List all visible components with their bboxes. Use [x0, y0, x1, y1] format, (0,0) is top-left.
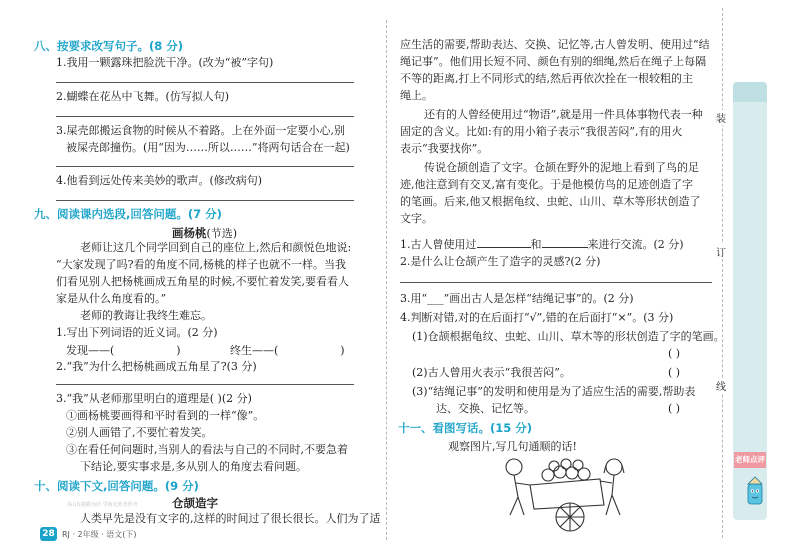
q1-and: 和 [530, 238, 542, 251]
synonym-prompt-1: 发现——( [66, 344, 115, 357]
section-8-title: 八、按要求改写句子。(8 分) [34, 39, 184, 53]
watermark: 书山有路勤为径 学海无涯苦作舟 [66, 502, 138, 508]
fill-blank-2[interactable] [542, 236, 588, 248]
cart-body [530, 479, 604, 509]
close-paren: ) [176, 344, 181, 357]
answer-line[interactable] [56, 166, 354, 167]
passage-line: 不等的距离,打上不同形式的结,然后再依次拴在一根较粗的主 [400, 72, 693, 85]
sec9-q1-word2 [230, 343, 345, 358]
passage-line: 人类早先是没有文字的,这样的时间过了很长很长。人们为了适 [80, 512, 381, 525]
sec8-q2: 2.蝴蝶在花丛中飞舞。(仿写拟人句) [56, 90, 230, 103]
synonym-prompt-2: 终生——( [230, 344, 279, 357]
section-9-title: 九、阅读课内选段,回答问题。(7 分) [34, 207, 222, 221]
passage-line: 迹,他注意到有交叉,富有变化。于是他模仿鸟的足迹创造了字 [400, 178, 693, 191]
sec9-option-3-line1: ③在看任何问题时,当别人的看法与自己的不同时,不要急着 [66, 443, 348, 456]
binding-label-1: 装 [716, 110, 726, 125]
close-paren: ) [340, 344, 345, 357]
binding-label-3: 线 [716, 378, 726, 393]
sec9-option-3-line2: 下结论,要实事求是,多从别人的角度去看问题。 [80, 460, 307, 473]
judge-item-3-line2: 达、交换、记忆等。 [436, 402, 535, 415]
sec9-option-2: ②别人画错了,不要忙着发笑。 [66, 426, 213, 439]
synonym-answer-2[interactable] [278, 343, 340, 354]
sec8-q3-line1: 3.屎壳郎搬运食物的时候从不着路。上在外面一定要小心,别 [56, 124, 345, 137]
answer-line[interactable] [400, 282, 712, 283]
sec8-q1: 1.我用一颗露珠把脸洗干净。(改为“被”字句) [56, 56, 274, 69]
cart-kids-illustration [500, 455, 630, 543]
sec8-q3-line2: 被屎壳郎撞伤。(用“因为……所以……”将两句话合在一起) [66, 141, 350, 154]
judge-paren-2[interactable]: ( ) [668, 366, 681, 379]
passage-line: 老师让这几个同学回到自己的座位上,然后和颜悦色地说: [80, 241, 352, 254]
sec10-q2: 2.是什么让仓颉产生了造字的灵感?(2 分) [400, 255, 601, 268]
answer-line[interactable] [56, 82, 354, 83]
sec11-prompt: 观察图片,写几句通顺的话! [448, 440, 577, 453]
teacher-comment-label: 老师点评 [735, 455, 765, 464]
passage-title-huayangtao [172, 222, 237, 241]
fill-blank-1[interactable] [477, 236, 531, 248]
answer-line[interactable] [56, 384, 354, 385]
fold-line [386, 20, 387, 540]
passage-line: 应生活的需要,帮助表达、交换、记忆等,古人曾发明、使用过“结 [400, 38, 710, 51]
answer-line[interactable] [56, 116, 354, 117]
girl-head [606, 459, 622, 475]
passage-line: 固定的含义。比如:有的用小箱子表示“我很苦闷”,有的用火 [400, 125, 683, 138]
edition-label: RJ · 2年级 · 语文(下) [62, 530, 137, 539]
section-10-title: 十、阅读下文,回答问题。(9 分) [34, 479, 199, 493]
teacher-comment-panel-header [733, 82, 767, 102]
judge-item-1: (1)仓颉根据龟纹、虫蛇、山川、草木等的形状创造了字的笔画。 [412, 330, 725, 343]
passage-line: 绳上。 [400, 89, 433, 102]
passage-title-cangjie: 仓颉造字 [172, 496, 218, 510]
sec9-q1: 1.写出下列词语的近义词。(2 分) [56, 326, 218, 339]
sec9-option-1: ①画杨桃要画得和平时看到的一样“像”。 [66, 409, 265, 422]
sec9-q3: 3.“我”从老师那里明白的道理是( )(2 分) [56, 392, 252, 405]
passage-line: “大家发现了吗?看的角度不同,杨桃的样子也就不一样。当我 [56, 258, 347, 271]
passage-line: 文字。 [400, 212, 433, 225]
sec9-q1-word1 [66, 343, 181, 358]
passage-line: 家是从什么角度看的。” [56, 292, 167, 305]
passage-line: 还有的人曾经使用过“物语”,就是用一件具体事物代表一种 [424, 108, 703, 121]
passage-title-text: 画杨桃 [172, 226, 207, 240]
pencil-mascot-icon [742, 476, 768, 510]
judge-paren-3[interactable]: ( ) [668, 402, 681, 415]
synonym-answer-1[interactable] [114, 343, 176, 354]
sec10-q4: 4.判断对错,对的在后面打“√”,错的在后面打“×”。(3 分) [400, 311, 674, 324]
passage-line: 表示“我要找你”。 [400, 142, 489, 155]
passage-line: 们看见别人把杨桃画成五角星的时候,不要忙着发笑,要看看人 [56, 275, 349, 288]
passage-line: 老师的教诲让我终生难忘。 [80, 309, 212, 322]
judge-item-3-line1: (3)“结绳记事”的发明和使用是为了适应生活的需要,帮助表 [412, 385, 696, 398]
q1-suffix: 来进行交流。(2 分) [587, 238, 684, 251]
passage-line: 绳记事”。他们用长短不同、颜色有别的细绳,然后在绳子上每隔 [400, 55, 707, 68]
passage-note: (节选) [206, 227, 238, 240]
answer-line[interactable] [56, 200, 354, 201]
sec8-q4: 4.他看到远处传来美妙的歌声。(修改病句) [56, 174, 263, 187]
boy-head [506, 459, 522, 475]
binding-line [722, 8, 723, 538]
page-number-badge: 28 [40, 527, 57, 541]
section-11-title: 十一、看图写话。(15 分) [398, 421, 533, 435]
judge-paren-1[interactable]: ( ) [668, 347, 681, 360]
sec10-q3: 3.用“___”画出古人是怎样“结绳记事”的。(2 分) [400, 292, 634, 305]
passage-line: 的笔画。后来,他又根据龟纹、虫蛇、山川、草木等形状创造了 [400, 195, 701, 208]
sec10-q1 [400, 236, 684, 252]
sec9-q2: 2.“我”为什么把杨桃画成五角星了?(3 分) [56, 360, 257, 373]
q1-prefix: 1.古人曾使用过 [400, 238, 477, 251]
passage-line: 传说仓颉创造了文字。仓颉在野外的泥地上看到了鸟的足 [424, 161, 699, 174]
judge-item-2: (2)古人曾用火表示“我很苦闷”。 [412, 366, 571, 379]
binding-label-2: 订 [716, 244, 726, 259]
